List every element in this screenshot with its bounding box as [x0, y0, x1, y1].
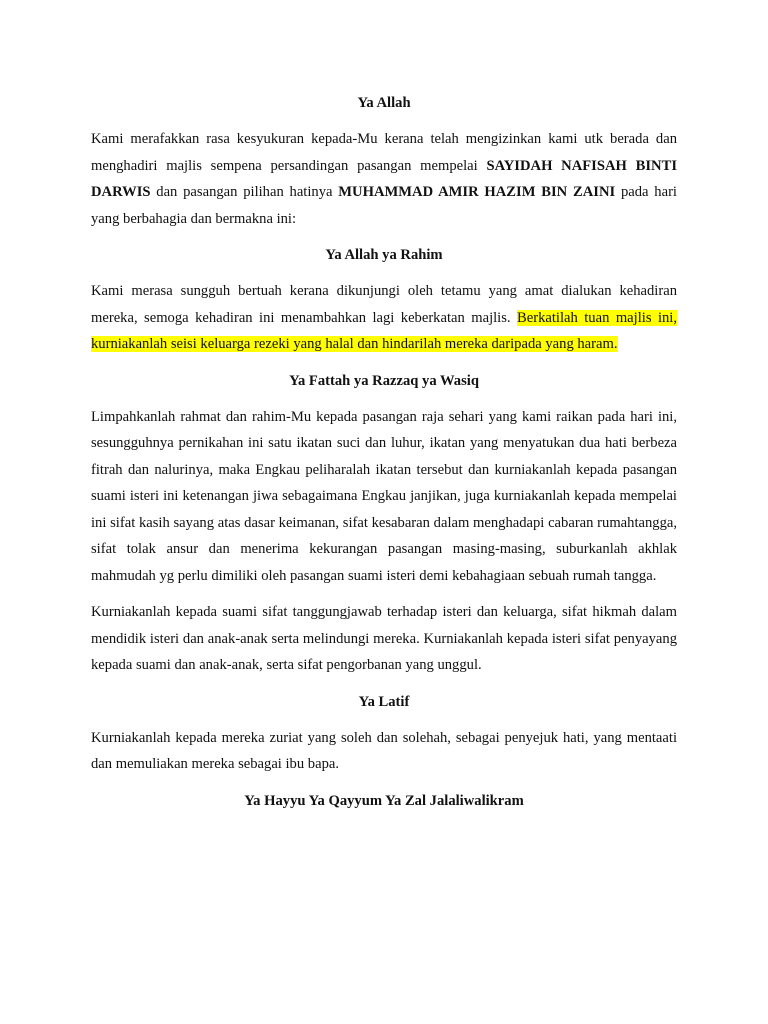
- paragraph-blessing: Limpahkanlah rahmat dan rahim-Mu kepada pasangan raja sehari yang kami raikan pada hari ini, sesungguhnya pernikahan ini satu ikatan suci dan luhur, ikatan yang menyatukan dua hati berbeza fitrah dan nalurinya, maka Engkau peliharalah ikatan tersebut dan kurniakanlah kepada pasangan suami isteri ini ketenangan jiwa sebagaimana Engkau janjikan, juga kurniakanlah kepada mempelai ini sifat kasih sayang atas dasar keimanan, sifat kesabaran dalam menghadapi cabaran rumahtangga, sifat tolak ansur dan menerima kekurangan pasangan masing-masing, suburkanlah akhlak mahmudah yg perlu dimiliki oleh pasangan suami isteri demi kebahagiaan sebuah rumah tangga.: [91, 408, 677, 584]
- paragraph-opening-text-1: Kami merafakkan rasa kesyukuran kepada-Mu kerana telah mengizinkan kami utk berada dan menghadiri majlis sempena persandingan pasangan mempelai: [91, 131, 677, 174]
- paragraph-husband-wife: Kurniakanlah kepada suami sifat tanggungjawab terhadap isteri dan keluarga, sifat hikmah dalam mendidik isteri dan anak-anak serta melindungi mereka. Kurniakanlah kepada isteri sifat penyayang kepada suami dan anak-anak, serta sifat pengorbanan yang unggul.: [91, 604, 677, 673]
- heading-ya-fattah: Ya Fattah ya Razzaq ya Wasiq: [289, 372, 479, 389]
- paragraph-opening-text-2: dan pasangan pilihan hatinya: [150, 184, 339, 200]
- heading-ya-hayyu: Ya Hayyu Ya Qayyum Ya Zal Jalaliwalikram: [244, 792, 524, 809]
- heading-ya-allah-ya-rahim: Ya Allah ya Rahim: [325, 247, 443, 263]
- heading-ya-allah: Ya Allah: [357, 95, 411, 111]
- document-body: [91, 90, 677, 814]
- paragraph-guests: [91, 278, 677, 358]
- paragraph-offspring: Kurniakanlah kepada mereka zuriat yang soleh dan solehah, sebagai penyejuk hati, yang mentaati dan memuliakan mereka sebagai ibu bapa.: [91, 729, 677, 772]
- highlighted-text: Berkatilah tuan majlis ini, kurniakanlah seisi keluarga rezeki yang halal dan hindarilah mereka daripada yang haram.: [91, 309, 677, 352]
- bride-name: SAYIDAH NAFISAH BINTI DARWIS: [91, 157, 677, 200]
- groom-name: MUHAMMAD AMIR HAZIM BIN ZAINI: [338, 184, 616, 200]
- heading-ya-latif: Ya Latif: [358, 693, 410, 710]
- paragraph-opening: [91, 126, 677, 232]
- paragraph-guests-text: Kami merasa sungguh bertuah kerana dikunjungi oleh tetamu yang amat dialukan kehadiran mereka, semoga kehadiran ini menambahkan lagi keberkatan majlis.: [91, 283, 677, 326]
- paragraph-opening-text-3: pada hari yang berbahagia dan bermakna ini:: [91, 184, 677, 227]
